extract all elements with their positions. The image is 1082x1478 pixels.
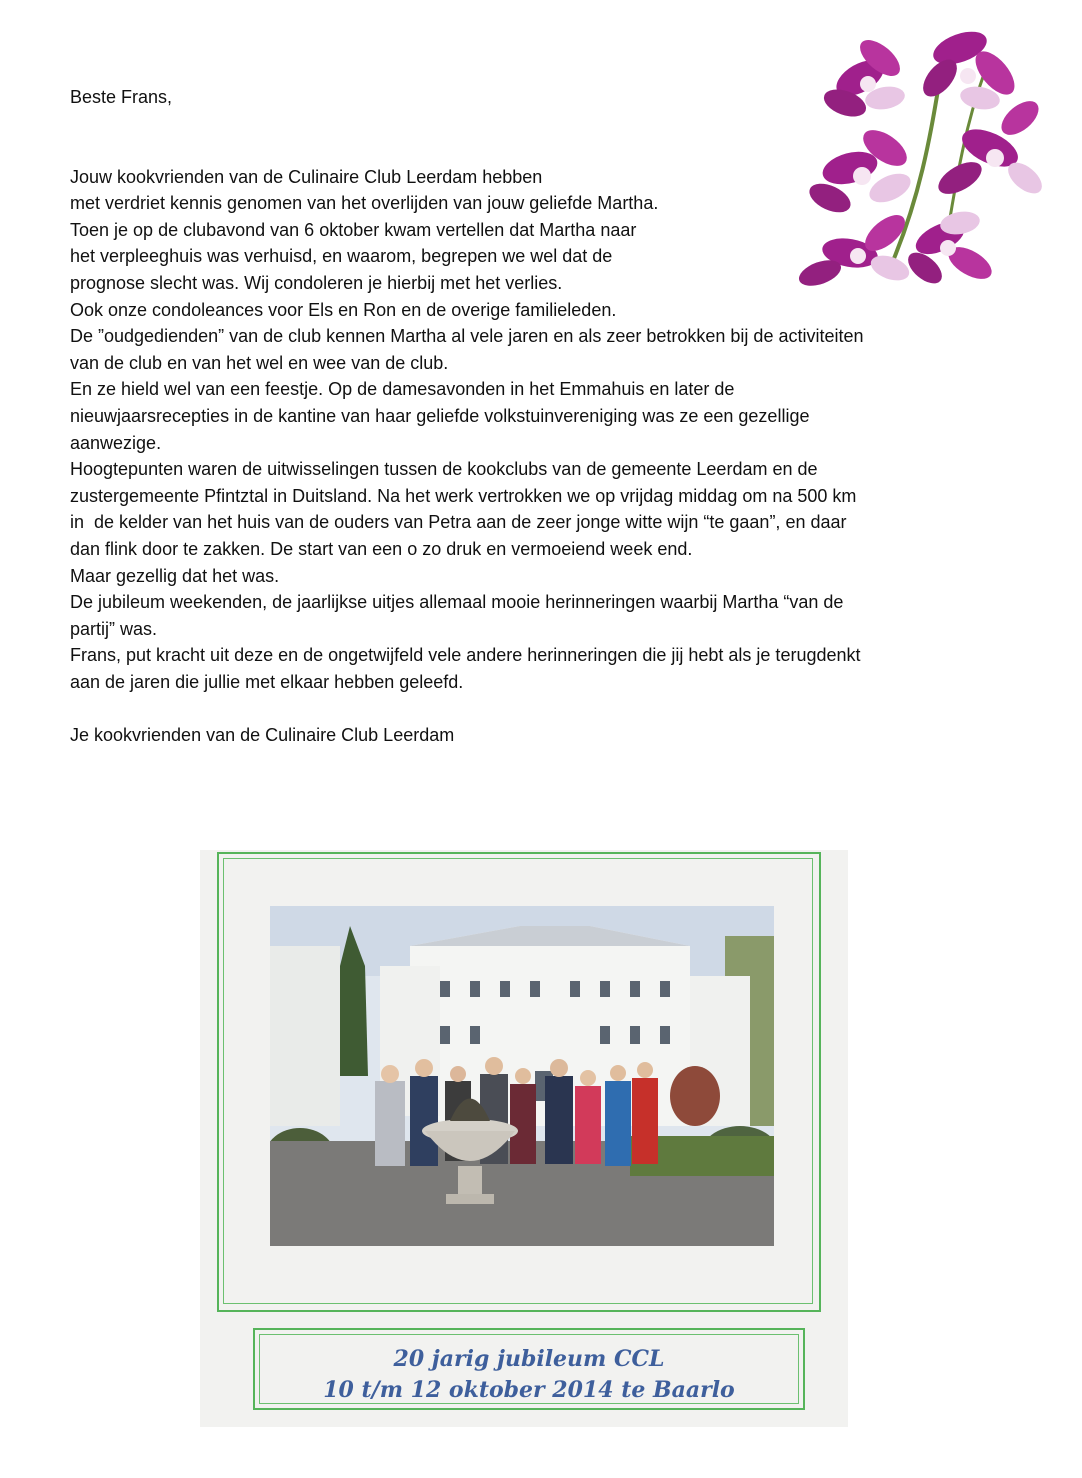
letter-line: partij” was. bbox=[70, 618, 158, 639]
photo-caption-title: 20 jarig jubileum CCL bbox=[393, 1346, 665, 1372]
letter-line: De jubileum weekenden, de jaarlijkse uitjes allemaal mooie herinneringen waarbij Martha “van de bbox=[70, 592, 844, 613]
letter-line: nieuwjaarsrecepties in de kantine van haar geliefde volkstuinvereniging was ze een gezellige bbox=[70, 405, 810, 426]
letter-signature: Je kookvrienden van de Culinaire Club Leerdam bbox=[70, 725, 455, 746]
letter-line: Frans, put kracht uit deze en de ongetwijfeld vele andere herinneringen die jij hebt als je terugdenkt bbox=[70, 645, 861, 666]
photo-card bbox=[200, 850, 848, 1427]
letter-line: Toen je op de clubavond van 6 oktober kwam vertellen dat Martha naar bbox=[70, 219, 637, 240]
group-photo bbox=[270, 906, 774, 1246]
letter-line: De ”oudgedienden” van de club kennen Martha al vele jaren en als zeer betrokken bij de activiteiten bbox=[70, 326, 864, 347]
orchid-blossom bbox=[933, 95, 1047, 201]
letter-line: Ook onze condoleances voor Els en Ron en de overige familieleden. bbox=[70, 299, 617, 320]
orchid-blossom bbox=[903, 209, 997, 288]
letter-line: Maar gezellig dat het was. bbox=[70, 565, 280, 586]
letter-line: met verdriet kennis genomen van het overlijden van jouw geliefde Martha. bbox=[70, 193, 659, 214]
orchid-blossom bbox=[917, 25, 1022, 112]
letter-line: prognose slecht was. Wij condoleren je hierbij met het verlies. bbox=[70, 272, 563, 293]
letter-line: Jouw kookvrienden van de Culinaire Club Leerdam hebben bbox=[70, 166, 543, 187]
letter-line: het verpleeghuis was verhuisd, en waarom, begrepen we wel dat de bbox=[70, 246, 613, 267]
letter-line: in de kelder van het huis van de ouders van Petra aan de zeer jonge witte wijn “te gaan”, en daar bbox=[70, 512, 847, 533]
letter-line: Hoogtepunten waren de uitwisselingen tussen de kookclubs van de gemeente Leerdam en de bbox=[70, 459, 818, 480]
orchid-blossom bbox=[820, 33, 906, 121]
caption-box bbox=[253, 1328, 805, 1410]
orchid-blossom bbox=[796, 208, 913, 288]
orchid-flower-image bbox=[790, 18, 1050, 288]
letter-line: van de club en van het wel en wee van de club. bbox=[70, 352, 449, 373]
letter-line: aanwezige. bbox=[70, 432, 162, 453]
letter-greeting: Beste Frans, bbox=[70, 87, 173, 107]
photo-caption-date: 10 t/m 12 oktober 2014 te Baarlo bbox=[323, 1377, 735, 1403]
orchid-blossom bbox=[805, 123, 915, 218]
letter-line: aan de jaren die jullie met elkaar hebben geleefd. bbox=[70, 671, 464, 692]
letter-line: dan flink door te zakken. De start van een o zo druk en vermoeiend week end. bbox=[70, 538, 693, 559]
letter-line: En ze hield wel van een feestje. Op de damesavonden in het Emmahuis en later de bbox=[70, 379, 735, 400]
letter-line: zustergemeente Pfintztal in Duitsland. Na het werk vertrokken we op vrijdag middag om na 500 km bbox=[70, 485, 857, 506]
